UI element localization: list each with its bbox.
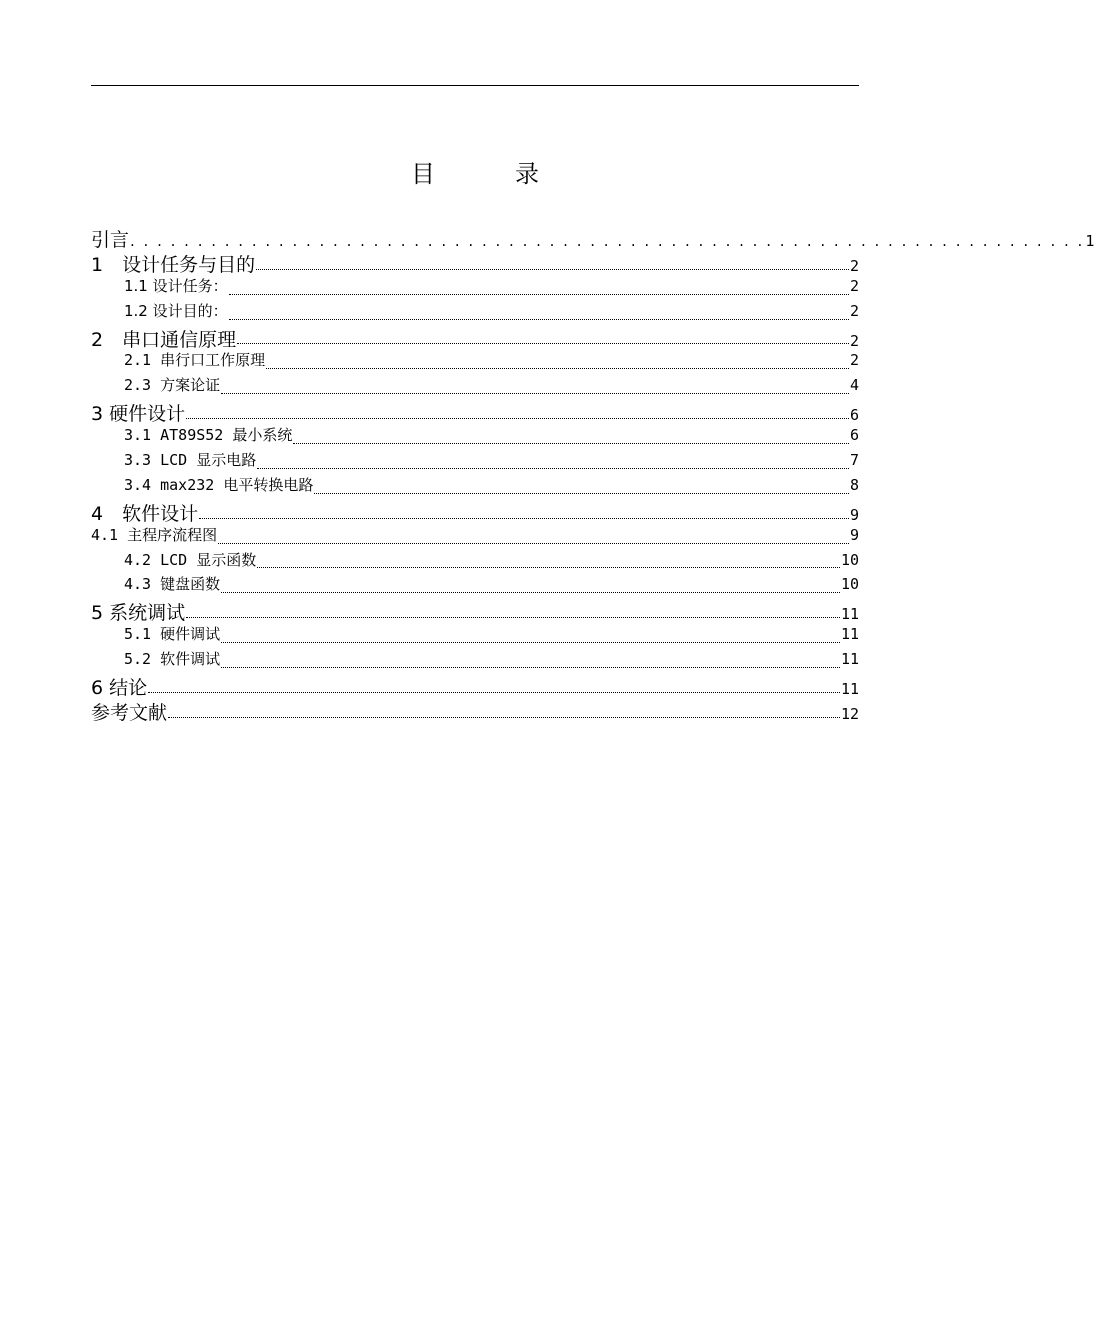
- toc-leader: [229, 319, 849, 320]
- toc-leader: [186, 617, 840, 618]
- toc-entry-label: 2 串口通信原理: [91, 328, 237, 351]
- toc-entry-label: 3.3 LCD 显示电路: [124, 451, 257, 470]
- toc-entry-page: 10: [840, 575, 859, 594]
- toc-entry[interactable]: [91, 474, 859, 499]
- toc-entry-label: 3 硬件设计: [91, 403, 186, 426]
- toc-entry[interactable]: [91, 573, 859, 598]
- toc-leader: [293, 443, 849, 444]
- toc-entry-label: 4.3 键盘函数: [124, 575, 221, 594]
- toc-leader: [199, 518, 849, 519]
- toc-leader: . . . . . . . . . . . . . . . . . . . . . . . . . . . . . . . . . . . . . . . . . . . . . . . . . . . . . . . . . . . . . . . . . . . . . . .: [130, 232, 1085, 250]
- toc-entry-page: 11: [840, 680, 859, 699]
- toc-leader: [237, 343, 849, 344]
- toc-entry[interactable]: [91, 399, 859, 424]
- toc-entry-label: 5.2 软件调试: [124, 650, 221, 669]
- toc-entry-label: 2.1 串行口工作原理: [124, 351, 266, 370]
- toc-leader: [266, 368, 849, 369]
- toc-entry[interactable]: [91, 424, 859, 449]
- toc-entry[interactable]: [91, 499, 859, 524]
- toc-leader: [221, 393, 849, 394]
- toc-entry-label: 2.3 方案论证: [124, 376, 221, 395]
- toc-entry-label: 4.2 LCD 显示函数: [124, 550, 257, 569]
- toc-entry[interactable]: [91, 698, 859, 723]
- toc-entry[interactable]: [91, 623, 859, 648]
- toc-entry[interactable]: [91, 648, 859, 673]
- toc-entry-page: 2: [849, 331, 859, 350]
- toc-leader: [314, 493, 849, 494]
- toc-leader: [186, 418, 849, 419]
- toc-entry-label: 5.1 硬件调试: [124, 625, 221, 644]
- toc-entry-page: 12: [840, 704, 859, 723]
- toc-entry[interactable]: [91, 225, 1094, 251]
- page-title: 目 录: [411, 160, 567, 188]
- toc-leader: [168, 717, 840, 718]
- toc-entry[interactable]: [91, 673, 859, 698]
- toc-entry-page: 2: [849, 276, 859, 295]
- toc-entry-page: 2: [849, 256, 859, 275]
- toc-entry-label: 4.1 主程序流程图: [91, 525, 218, 544]
- toc-leader: [257, 567, 840, 568]
- toc-entry-page: 11: [840, 605, 859, 624]
- toc-leader: [221, 592, 840, 593]
- toc-entry-label: 引言: [91, 229, 130, 251]
- toc-entry[interactable]: [91, 275, 859, 300]
- toc-leader: [221, 667, 840, 668]
- toc-entry-label: 3.1 AT89S52 最小系统: [124, 426, 293, 445]
- toc-leader: [218, 543, 849, 544]
- toc-entry-page: 6: [849, 406, 859, 425]
- toc-entry-page: 11: [840, 650, 859, 669]
- toc-entry[interactable]: [91, 300, 859, 325]
- table-of-contents: [91, 225, 1094, 724]
- toc-entry-page: 6: [849, 426, 859, 445]
- toc-entry-page: 10: [840, 550, 859, 569]
- toc-entry-page: 4: [849, 376, 859, 395]
- toc-entry[interactable]: [91, 598, 859, 623]
- toc-entry-page: 2: [849, 351, 859, 370]
- toc-entry-page: 9: [849, 525, 859, 544]
- toc-entry-label: 1.2 设计目的：: [124, 301, 228, 320]
- toc-entry[interactable]: [91, 374, 859, 399]
- header-rule: [91, 85, 859, 86]
- toc-entry[interactable]: [91, 449, 859, 474]
- toc-entry-label: 6 结论: [91, 677, 148, 700]
- toc-entry-page: 8: [849, 475, 859, 494]
- toc-entry-page: 2: [849, 301, 859, 320]
- toc-leader: [256, 269, 849, 270]
- toc-entry-label: 5 系统调试: [91, 602, 186, 625]
- toc-entry-page: 9: [849, 505, 859, 524]
- toc-entry[interactable]: [91, 325, 859, 350]
- toc-entry[interactable]: [91, 250, 859, 275]
- toc-entry[interactable]: [91, 349, 859, 374]
- toc-leader: [229, 294, 849, 295]
- toc-entry-page: 11: [840, 625, 859, 644]
- toc-entry[interactable]: [91, 549, 859, 574]
- toc-leader: [221, 642, 840, 643]
- toc-entry[interactable]: [91, 524, 859, 549]
- toc-entry-label: 参考文献: [91, 701, 168, 724]
- toc-leader: [257, 468, 849, 469]
- toc-entry-label: 3.4 max232 电平转换电路: [124, 475, 314, 494]
- toc-entry-label: 1 设计任务与目的: [91, 253, 256, 276]
- toc-entry-page: 1: [1085, 232, 1094, 250]
- toc-entry-label: 4 软件设计: [91, 502, 199, 525]
- toc-entry-page: 7: [849, 451, 859, 470]
- toc-entry-label: 1.1 设计任务：: [124, 276, 228, 295]
- toc-leader: [148, 692, 840, 693]
